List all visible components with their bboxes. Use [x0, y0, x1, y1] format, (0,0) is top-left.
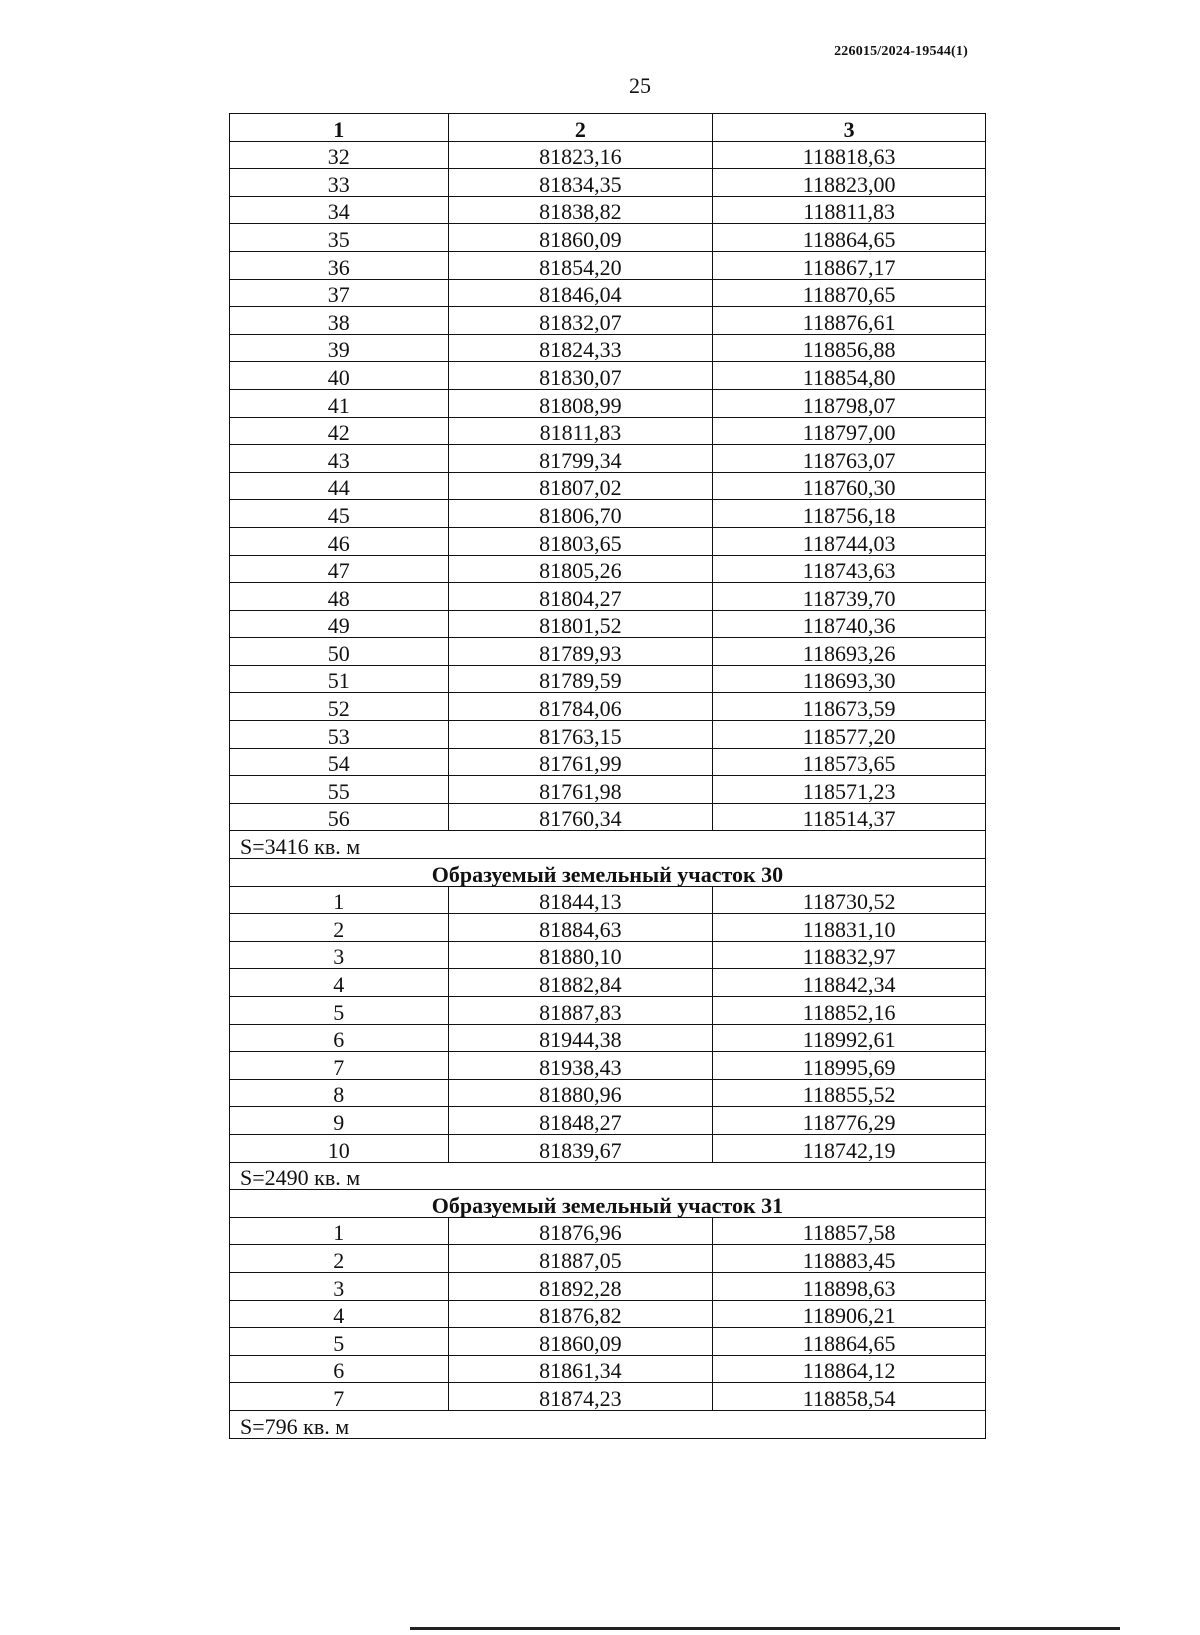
table-row: [230, 555, 986, 583]
y-coordinate-cell: 118876,61: [713, 307, 986, 335]
point-number-cell: 40: [230, 362, 449, 390]
y-coordinate-cell: 118867,17: [713, 251, 986, 279]
y-coordinate-cell: 118739,70: [713, 583, 986, 611]
table-row: [230, 969, 986, 997]
point-number-cell: 3: [230, 1272, 449, 1300]
table-row: [230, 307, 986, 335]
point-number-cell: 33: [230, 169, 449, 197]
y-coordinate-cell: 118854,80: [713, 362, 986, 390]
table-row: [230, 1272, 986, 1300]
section-title: Образуемый земельный участок 31: [230, 1190, 986, 1218]
table-row: [230, 1355, 986, 1383]
y-coordinate-cell: 118743,63: [713, 555, 986, 583]
point-number-cell: 7: [230, 1052, 449, 1080]
coordinates-table: [229, 113, 986, 1439]
x-coordinate-cell: 81760,34: [448, 803, 713, 831]
point-number-cell: 38: [230, 307, 449, 335]
table-row: [230, 1024, 986, 1052]
x-coordinate-cell: 81876,82: [448, 1300, 713, 1328]
table-row: [230, 1217, 986, 1245]
x-coordinate-cell: 81808,99: [448, 389, 713, 417]
point-number-cell: 37: [230, 279, 449, 307]
y-coordinate-cell: 118842,34: [713, 969, 986, 997]
x-coordinate-cell: 81854,20: [448, 251, 713, 279]
point-number-cell: 4: [230, 1300, 449, 1328]
point-number-cell: 52: [230, 693, 449, 721]
point-number-cell: 43: [230, 445, 449, 473]
x-coordinate-cell: 81844,13: [448, 886, 713, 914]
y-coordinate-cell: 118857,58: [713, 1217, 986, 1245]
point-number-cell: 5: [230, 997, 449, 1025]
x-coordinate-cell: 81944,38: [448, 1024, 713, 1052]
y-coordinate-cell: 118883,45: [713, 1245, 986, 1273]
y-coordinate-cell: 118995,69: [713, 1052, 986, 1080]
point-number-cell: 6: [230, 1355, 449, 1383]
x-coordinate-cell: 81803,65: [448, 527, 713, 555]
point-number-cell: 4: [230, 969, 449, 997]
table-row: [230, 914, 986, 942]
table-row: [230, 1300, 986, 1328]
section-title: Образуемый земельный участок 30: [230, 859, 986, 887]
table-row: [230, 721, 986, 749]
coordinates-table-body: [230, 114, 986, 1439]
y-coordinate-cell: 118693,30: [713, 665, 986, 693]
x-coordinate-cell: 81830,07: [448, 362, 713, 390]
y-coordinate-cell: 118906,21: [713, 1300, 986, 1328]
area-row: [230, 1162, 986, 1190]
x-coordinate-cell: 81761,99: [448, 748, 713, 776]
y-coordinate-cell: 118818,63: [713, 141, 986, 169]
x-coordinate-cell: 81834,35: [448, 169, 713, 197]
y-coordinate-cell: 118742,19: [713, 1134, 986, 1162]
x-coordinate-cell: 81839,67: [448, 1134, 713, 1162]
y-coordinate-cell: 118858,54: [713, 1383, 986, 1411]
x-coordinate-cell: 81938,43: [448, 1052, 713, 1080]
y-coordinate-cell: 118756,18: [713, 500, 986, 528]
x-coordinate-cell: 81804,27: [448, 583, 713, 611]
point-number-cell: 51: [230, 665, 449, 693]
point-number-cell: 56: [230, 803, 449, 831]
table-row: [230, 638, 986, 666]
area-row: [230, 831, 986, 859]
table-row: [230, 445, 986, 473]
y-coordinate-cell: 118760,30: [713, 472, 986, 500]
column-header-point: 1: [230, 114, 449, 142]
area-value: S=2490 кв. м: [230, 1162, 986, 1190]
point-number-cell: 34: [230, 196, 449, 224]
point-number-cell: 46: [230, 527, 449, 555]
x-coordinate-cell: 81848,27: [448, 1107, 713, 1135]
table-row: [230, 693, 986, 721]
point-number-cell: 5: [230, 1328, 449, 1356]
y-coordinate-cell: 118577,20: [713, 721, 986, 749]
y-coordinate-cell: 118823,00: [713, 169, 986, 197]
x-coordinate-cell: 81806,70: [448, 500, 713, 528]
y-coordinate-cell: 118763,07: [713, 445, 986, 473]
point-number-cell: 44: [230, 472, 449, 500]
point-number-cell: 32: [230, 141, 449, 169]
area-value: S=3416 кв. м: [230, 831, 986, 859]
x-coordinate-cell: 81880,96: [448, 1079, 713, 1107]
point-number-cell: 53: [230, 721, 449, 749]
table-row: [230, 527, 986, 555]
point-number-cell: 50: [230, 638, 449, 666]
point-number-cell: 41: [230, 389, 449, 417]
x-coordinate-cell: 81789,93: [448, 638, 713, 666]
point-number-cell: 48: [230, 583, 449, 611]
x-coordinate-cell: 81880,10: [448, 941, 713, 969]
table-row: [230, 141, 986, 169]
document-registration-number: 226015/2024-19544(1): [834, 44, 968, 59]
x-coordinate-cell: 81832,07: [448, 307, 713, 335]
point-number-cell: 42: [230, 417, 449, 445]
section-title-row: [230, 859, 986, 887]
point-number-cell: 36: [230, 251, 449, 279]
table-row: [230, 1052, 986, 1080]
y-coordinate-cell: 118831,10: [713, 914, 986, 942]
y-coordinate-cell: 118855,52: [713, 1079, 986, 1107]
point-number-cell: 49: [230, 610, 449, 638]
y-coordinate-cell: 118864,12: [713, 1355, 986, 1383]
table-row: [230, 941, 986, 969]
table-row: [230, 748, 986, 776]
table-row: [230, 334, 986, 362]
table-row: [230, 169, 986, 197]
table-row: [230, 1079, 986, 1107]
y-coordinate-cell: 118514,37: [713, 803, 986, 831]
table-row: [230, 665, 986, 693]
x-coordinate-cell: 81823,16: [448, 141, 713, 169]
y-coordinate-cell: 118832,97: [713, 941, 986, 969]
table-row: [230, 610, 986, 638]
x-coordinate-cell: 81861,34: [448, 1355, 713, 1383]
table-row: [230, 362, 986, 390]
point-number-cell: 2: [230, 1245, 449, 1273]
point-number-cell: 47: [230, 555, 449, 583]
x-coordinate-cell: 81799,34: [448, 445, 713, 473]
point-number-cell: 7: [230, 1383, 449, 1411]
table-row: [230, 224, 986, 252]
y-coordinate-cell: 118798,07: [713, 389, 986, 417]
x-coordinate-cell: 81784,06: [448, 693, 713, 721]
x-coordinate-cell: 81789,59: [448, 665, 713, 693]
point-number-cell: 3: [230, 941, 449, 969]
table-row: [230, 803, 986, 831]
y-coordinate-cell: 118673,59: [713, 693, 986, 721]
table-row: [230, 196, 986, 224]
x-coordinate-cell: 81860,09: [448, 1328, 713, 1356]
y-coordinate-cell: 118571,23: [713, 776, 986, 804]
table-row: [230, 886, 986, 914]
y-coordinate-cell: 118740,36: [713, 610, 986, 638]
x-coordinate-cell: 81801,52: [448, 610, 713, 638]
y-coordinate-cell: 118852,16: [713, 997, 986, 1025]
table-row: [230, 472, 986, 500]
table-row: [230, 417, 986, 445]
table-row: [230, 1134, 986, 1162]
x-coordinate-cell: 81874,23: [448, 1383, 713, 1411]
y-coordinate-cell: 118797,00: [713, 417, 986, 445]
column-header-y: 3: [713, 114, 986, 142]
x-coordinate-cell: 81860,09: [448, 224, 713, 252]
y-coordinate-cell: 118744,03: [713, 527, 986, 555]
point-number-cell: 54: [230, 748, 449, 776]
x-coordinate-cell: 81887,83: [448, 997, 713, 1025]
point-number-cell: 1: [230, 1217, 449, 1245]
y-coordinate-cell: 118864,65: [713, 1328, 986, 1356]
x-coordinate-cell: 81884,63: [448, 914, 713, 942]
y-coordinate-cell: 118870,65: [713, 279, 986, 307]
y-coordinate-cell: 118856,88: [713, 334, 986, 362]
y-coordinate-cell: 118693,26: [713, 638, 986, 666]
point-number-cell: 9: [230, 1107, 449, 1135]
x-coordinate-cell: 81846,04: [448, 279, 713, 307]
point-number-cell: 6: [230, 1024, 449, 1052]
y-coordinate-cell: 118730,52: [713, 886, 986, 914]
table-row: [230, 583, 986, 611]
column-header-x: 2: [448, 114, 713, 142]
table-row: [230, 279, 986, 307]
x-coordinate-cell: 81892,28: [448, 1272, 713, 1300]
y-coordinate-cell: 118992,61: [713, 1024, 986, 1052]
x-coordinate-cell: 81805,26: [448, 555, 713, 583]
table-row: [230, 500, 986, 528]
table-row: [230, 1107, 986, 1135]
point-number-cell: 1: [230, 886, 449, 914]
table-row: [230, 1245, 986, 1273]
point-number-cell: 55: [230, 776, 449, 804]
point-number-cell: 35: [230, 224, 449, 252]
y-coordinate-cell: 118776,29: [713, 1107, 986, 1135]
point-number-cell: 39: [230, 334, 449, 362]
section-title-row: [230, 1190, 986, 1218]
x-coordinate-cell: 81838,82: [448, 196, 713, 224]
x-coordinate-cell: 81763,15: [448, 721, 713, 749]
x-coordinate-cell: 81761,98: [448, 776, 713, 804]
y-coordinate-cell: 118811,83: [713, 196, 986, 224]
y-coordinate-cell: 118573,65: [713, 748, 986, 776]
table-row: [230, 776, 986, 804]
x-coordinate-cell: 81876,96: [448, 1217, 713, 1245]
table-row: [230, 1383, 986, 1411]
point-number-cell: 2: [230, 914, 449, 942]
x-coordinate-cell: 81807,02: [448, 472, 713, 500]
area-row: [230, 1410, 986, 1438]
table-row: [230, 251, 986, 279]
table-row: [230, 1328, 986, 1356]
y-coordinate-cell: 118864,65: [713, 224, 986, 252]
x-coordinate-cell: 81811,83: [448, 417, 713, 445]
table-row: [230, 389, 986, 417]
area-value: S=796 кв. м: [230, 1410, 986, 1438]
x-coordinate-cell: 81824,33: [448, 334, 713, 362]
page-number: 25: [629, 73, 651, 98]
point-number-cell: 8: [230, 1079, 449, 1107]
table-header-row: [230, 114, 986, 142]
table-row: [230, 997, 986, 1025]
page-bottom-rule: [410, 1627, 1120, 1630]
y-coordinate-cell: 118898,63: [713, 1272, 986, 1300]
point-number-cell: 45: [230, 500, 449, 528]
x-coordinate-cell: 81887,05: [448, 1245, 713, 1273]
x-coordinate-cell: 81882,84: [448, 969, 713, 997]
point-number-cell: 10: [230, 1134, 449, 1162]
